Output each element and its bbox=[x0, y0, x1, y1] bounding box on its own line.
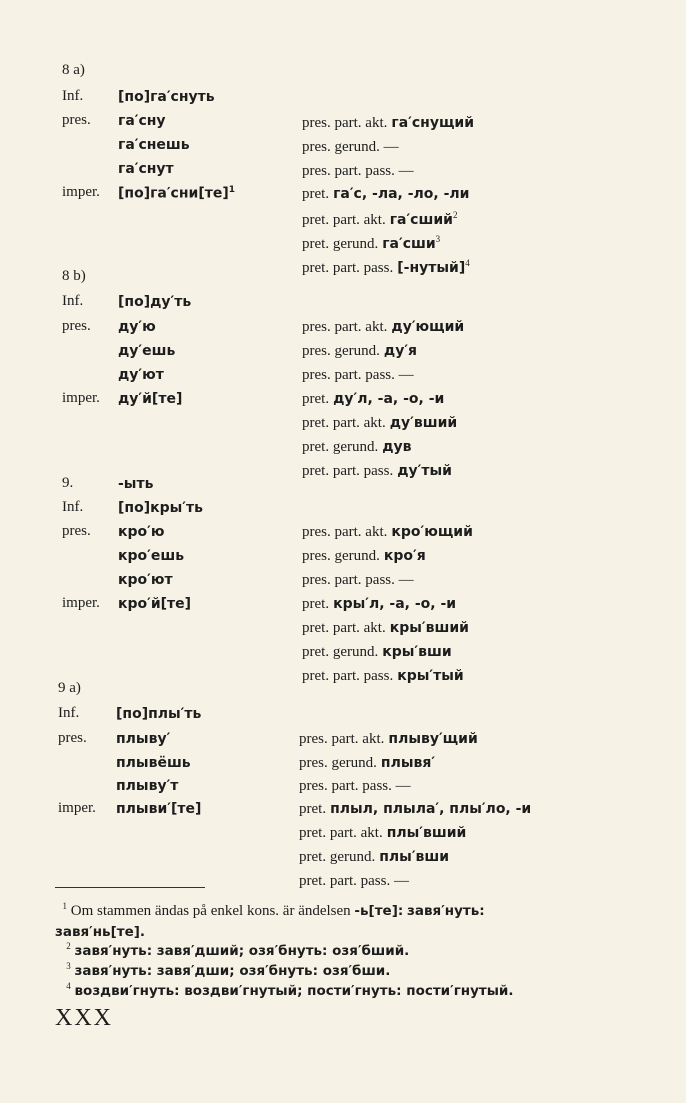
right-label: pret. gerund. bbox=[302, 236, 379, 252]
right-form: ду′я bbox=[383, 343, 418, 359]
right-row bbox=[302, 463, 452, 480]
left-form: плыву′ bbox=[116, 731, 171, 747]
right-row bbox=[299, 755, 435, 772]
right-row bbox=[302, 234, 440, 253]
right-label: pret. bbox=[302, 186, 330, 202]
right-row bbox=[302, 572, 414, 589]
section-heading-form: -ыть bbox=[118, 476, 154, 492]
footnote-form: воздви′гнуть: воздви′гнутый; пости′гнуть: пости′гнутый. bbox=[74, 983, 514, 999]
right-label: pret. bbox=[302, 391, 330, 407]
right-form: плы′вший bbox=[386, 825, 467, 841]
left-label: Inf. bbox=[62, 499, 84, 515]
section-heading: 9 a) bbox=[58, 680, 81, 696]
right-label: pret. part. pass. bbox=[302, 260, 394, 276]
right-row bbox=[302, 139, 399, 156]
right-label: pres. part. akt. bbox=[299, 731, 385, 747]
left-label: imper. bbox=[62, 390, 100, 406]
left-form: плыви′[те] bbox=[116, 801, 202, 817]
right-form: га′сши bbox=[382, 236, 436, 252]
right-row bbox=[302, 668, 464, 685]
right-row bbox=[302, 367, 414, 384]
right-label: pret. part. akt. bbox=[302, 620, 386, 636]
left-label: imper. bbox=[58, 800, 96, 816]
right-label: pres. gerund. — bbox=[302, 139, 399, 155]
left-form: плывёшь bbox=[116, 755, 191, 771]
left-form: кро′й[те] bbox=[118, 596, 192, 612]
footnote-mark: 2 bbox=[66, 941, 71, 951]
right-row bbox=[299, 825, 466, 842]
footnote-form: завя′нуть: завя′дши; озя′бнуть: озя′бши. bbox=[74, 963, 391, 979]
footnote-text: Om stammen ändas på enkel kons. är ändelsen bbox=[70, 903, 351, 919]
left-label: pres. bbox=[62, 112, 91, 128]
right-label: pres. part. akt. bbox=[302, 319, 388, 335]
left-form: кро′ешь bbox=[118, 548, 185, 564]
footnote-form: -ь[те]: bbox=[354, 903, 404, 919]
left-form: ду′й[те] bbox=[118, 391, 183, 407]
right-label: pres. part. pass. — bbox=[302, 367, 414, 383]
right-label: pret. gerund. bbox=[299, 849, 376, 865]
right-label: pres. gerund. bbox=[299, 755, 377, 771]
right-label: pres. part. akt. bbox=[302, 524, 388, 540]
left-form: га′сну bbox=[118, 113, 166, 129]
right-label: pret. bbox=[302, 596, 330, 612]
footnote-divider bbox=[55, 887, 205, 888]
right-label: pret. part. pass. bbox=[302, 668, 394, 684]
right-label: pret. gerund. bbox=[302, 439, 379, 455]
right-form: кры′тый bbox=[397, 668, 464, 684]
right-form: [-нутый] bbox=[397, 260, 466, 276]
footnote-ref: 4 bbox=[465, 258, 470, 268]
right-form: дув bbox=[382, 439, 412, 455]
left-form: га′снут bbox=[118, 161, 174, 177]
footnote-form: завя′нуть: завя′дший; озя′бнуть: озя′бший. bbox=[74, 943, 410, 959]
right-form: ду′л, -а, -о, -и bbox=[333, 391, 445, 407]
right-form: плы′вши bbox=[379, 849, 450, 865]
right-row bbox=[302, 186, 469, 203]
right-label: pres. part. pass. — bbox=[302, 572, 414, 588]
left-label: pres. bbox=[62, 523, 91, 539]
right-row bbox=[302, 210, 457, 229]
right-form: ду′ющий bbox=[391, 319, 465, 335]
right-label: pret. gerund. bbox=[302, 644, 379, 660]
left-label: pres. bbox=[58, 730, 87, 746]
left-form: га′снешь bbox=[118, 137, 190, 153]
right-form: кро′я bbox=[383, 548, 426, 564]
footnote-mark: 1 bbox=[62, 901, 67, 911]
right-form: кры′вши bbox=[382, 644, 452, 660]
left-form: кро′ю bbox=[118, 524, 165, 540]
section-heading: 8 a) bbox=[62, 62, 85, 78]
left-label: imper. bbox=[62, 184, 100, 200]
left-label: pres. bbox=[62, 318, 91, 334]
right-label: pret. part. akt. bbox=[302, 415, 386, 431]
right-form: кры′вший bbox=[389, 620, 469, 636]
right-row bbox=[302, 258, 470, 277]
right-form: кро′ющий bbox=[391, 524, 473, 540]
right-label: pret. part. akt. bbox=[302, 212, 386, 228]
right-row bbox=[299, 873, 409, 890]
right-form: га′сший bbox=[389, 212, 453, 228]
footnote-ref: 3 bbox=[435, 234, 441, 244]
left-form: ду′ют bbox=[118, 367, 164, 383]
right-row bbox=[299, 731, 478, 748]
footnote-mark: 3 bbox=[66, 961, 71, 971]
right-form: плыл, плыла′, плы′ло, -и bbox=[330, 801, 532, 817]
left-label: imper. bbox=[62, 595, 100, 611]
right-form: га′с, -ла, -ло, -ли bbox=[333, 186, 470, 202]
right-label: pret. part. pass. — bbox=[299, 873, 409, 889]
footnote-form: завя′нь[те]. bbox=[55, 924, 146, 940]
footnote-form: завя′нуть: bbox=[407, 903, 485, 919]
left-form: [по]плы′ть bbox=[116, 706, 202, 722]
right-row bbox=[302, 391, 444, 408]
right-label: pret. part. akt. bbox=[299, 825, 383, 841]
right-form: плыву′щий bbox=[388, 731, 478, 747]
footnote-ref: 2 bbox=[452, 210, 458, 220]
right-row bbox=[302, 415, 457, 432]
left-label: Inf. bbox=[62, 293, 84, 309]
right-label: pret. bbox=[299, 801, 327, 817]
left-form: кро′ют bbox=[118, 572, 173, 588]
right-label: pres. gerund. bbox=[302, 343, 380, 359]
left-form bbox=[118, 185, 235, 202]
left-form: плыву′т bbox=[116, 778, 179, 794]
form-text: [по]га′сни[те] bbox=[118, 185, 229, 202]
right-label: pres. gerund. bbox=[302, 548, 380, 564]
right-form: га′снущий bbox=[391, 115, 475, 131]
right-row bbox=[299, 849, 449, 866]
right-row bbox=[302, 524, 473, 541]
right-row bbox=[299, 778, 411, 795]
right-row bbox=[299, 801, 531, 818]
right-label: pret. part. pass. bbox=[302, 463, 394, 479]
right-row bbox=[302, 596, 456, 613]
right-row bbox=[302, 163, 414, 180]
right-label: pres. part. akt. bbox=[302, 115, 388, 131]
right-form: кры′л, -а, -о, -и bbox=[333, 596, 457, 612]
right-form: ду′тый bbox=[397, 463, 452, 479]
section-heading: 9. bbox=[62, 475, 74, 491]
left-label: Inf. bbox=[62, 88, 84, 104]
footnote-mark: 4 bbox=[66, 981, 71, 991]
right-row bbox=[302, 548, 426, 565]
right-row bbox=[302, 620, 469, 637]
right-row bbox=[302, 115, 474, 132]
right-form: ду′вший bbox=[389, 415, 458, 431]
right-row bbox=[302, 439, 412, 456]
footnote-4 bbox=[55, 976, 655, 1002]
right-row bbox=[302, 644, 452, 661]
page-number: XXX bbox=[55, 1005, 113, 1031]
right-form: плывя′ bbox=[380, 755, 436, 771]
left-form: ду′ю bbox=[118, 319, 156, 335]
left-form: [по]кры′ть bbox=[118, 500, 203, 516]
left-form: [по]ду′ть bbox=[118, 294, 192, 310]
right-row bbox=[302, 343, 417, 360]
right-row bbox=[302, 319, 464, 336]
footnote-ref: 1 bbox=[228, 185, 235, 195]
left-label: Inf. bbox=[58, 705, 80, 721]
right-label: pres. part. pass. — bbox=[302, 163, 414, 179]
left-form: [по]га′снуть bbox=[118, 89, 215, 105]
left-form: ду′ешь bbox=[118, 343, 176, 359]
right-label: pres. part. pass. — bbox=[299, 778, 411, 794]
section-heading: 8 b) bbox=[62, 268, 86, 284]
